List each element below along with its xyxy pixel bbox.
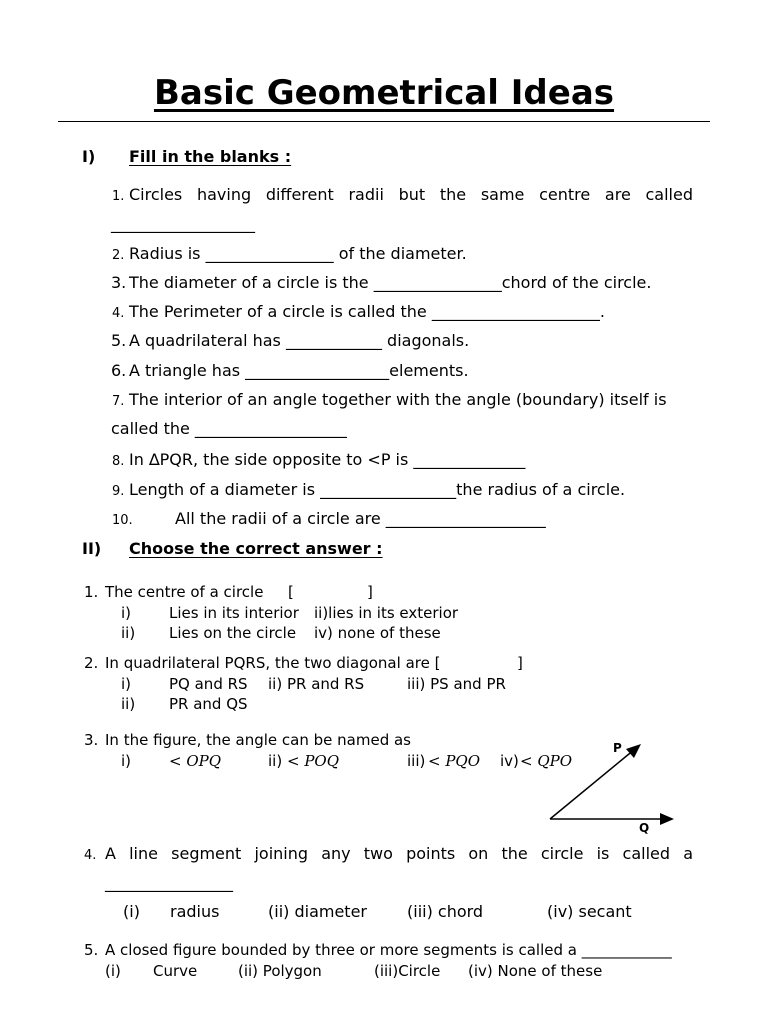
option-b: ii) PR and RS <box>268 675 365 693</box>
mcq-number: 5. <box>84 941 99 959</box>
fill-item-number: 3. <box>111 273 127 292</box>
mcq-number: 3. <box>84 731 99 749</box>
option-b: iv) none of these <box>314 624 441 642</box>
fill-item-number: 10. <box>112 513 133 528</box>
section2-number: II) <box>82 539 102 558</box>
fill-item-text: Circles having different radii but the same centre are called <box>129 185 693 204</box>
mcq-question: A closed figure bounded by three or more segments is called a ____________ <box>105 941 672 959</box>
option-value: < POQ <box>287 752 340 770</box>
answer-bracket-close: ] <box>367 583 373 601</box>
option-a: Lies in its interior <box>169 604 299 622</box>
answer-bracket-close: ] <box>517 654 523 672</box>
option-roman: ii) <box>121 695 136 713</box>
fill-item-text: The diameter of a circle is the ________________chord of the circle. <box>129 273 652 292</box>
page-title: Basic Geometrical Ideas <box>153 73 615 113</box>
fill-item-text: In ∆PQR, the side opposite to <P is ______________ <box>129 450 526 469</box>
option-value: (iii)Circle <box>374 962 441 980</box>
option-label: ii) <box>268 752 283 770</box>
mcq-number: 4. <box>84 848 97 863</box>
fill-item-text: Length of a diameter is _________________the radius of a circle. <box>129 480 626 499</box>
mcq-blank: ________________ <box>105 873 233 892</box>
mcq-question: A line segment joining any two points on the circle is called a <box>105 844 693 863</box>
fill-item-text: The Perimeter of a circle is called the _____________________. <box>129 302 605 321</box>
fill-item-blank: __________________ <box>111 214 255 233</box>
fill-item-number: 1. <box>112 189 125 204</box>
fill-item-text: A quadrilateral has ____________ diagonals. <box>129 331 470 350</box>
fill-item-text: The interior of an angle together with the angle (boundary) itself is <box>129 390 667 409</box>
title-divider <box>58 121 710 122</box>
option-value: Curve <box>153 962 198 980</box>
arrow-head-p <box>626 744 641 758</box>
fill-item-number: 2. <box>112 248 125 263</box>
mcq-question: The centre of a circle <box>105 583 264 601</box>
option-value: (ii) diameter <box>268 902 367 921</box>
option-label: iv) <box>500 752 519 770</box>
option-value: (ii) Polygon <box>238 962 322 980</box>
option-a: PQ and RS <box>169 675 248 693</box>
fill-item-number: 6. <box>111 361 127 380</box>
option-roman: i) <box>121 604 132 622</box>
fill-item-number: 9. <box>112 484 125 499</box>
label-q: Q <box>639 821 650 835</box>
option-value: (iii) chord <box>407 902 484 921</box>
fill-item-text: A triangle has __________________elements. <box>129 361 469 380</box>
fill-item-text: Radius is ________________ of the diameter. <box>129 244 467 263</box>
option-roman: i) <box>121 675 132 693</box>
ray-qp <box>550 749 635 819</box>
fill-item-continuation: called the ___________________ <box>111 419 347 438</box>
label-p: P <box>613 741 622 755</box>
option-a: PR and QS <box>169 695 248 713</box>
section1-heading: Fill in the blanks : <box>129 147 292 166</box>
mcq-number: 1. <box>84 583 99 601</box>
angle-figure <box>540 735 685 835</box>
option-label: i) <box>121 752 132 770</box>
option-value: (iv) secant <box>547 902 632 921</box>
mcq-question: In the figure, the angle can be named as <box>105 731 411 749</box>
answer-bracket-open: [ <box>288 583 294 601</box>
option-roman: ii) <box>121 624 136 642</box>
option-a: Lies on the circle <box>169 624 297 642</box>
option-value: radius <box>170 902 220 921</box>
option-b: ii)lies in its exterior <box>314 604 459 622</box>
option-label: iii) <box>407 752 426 770</box>
option-value: < QPO <box>520 752 573 770</box>
option-value: (iv) None of these <box>468 962 603 980</box>
option-label: (i) <box>105 962 121 980</box>
option-label: (i) <box>123 902 140 921</box>
mcq-question: In quadrilateral PQRS, the two diagonal are [ <box>105 654 441 672</box>
fill-item-text: All the radii of a circle are ____________________ <box>175 509 546 528</box>
option-value: < OPQ <box>169 752 222 770</box>
fill-item-number: 5. <box>111 331 127 350</box>
option-c: iii) PS and PR <box>407 675 506 693</box>
arrow-head-q <box>660 813 674 825</box>
mcq-number: 2. <box>84 654 99 672</box>
fill-item-number: 8. <box>112 454 125 469</box>
fill-item-number: 7. <box>112 394 125 409</box>
section2-heading: Choose the correct answer : <box>129 539 383 558</box>
fill-item-number: 4. <box>112 306 125 321</box>
section1-number: I) <box>82 147 96 166</box>
option-value: < PQO <box>428 752 481 770</box>
